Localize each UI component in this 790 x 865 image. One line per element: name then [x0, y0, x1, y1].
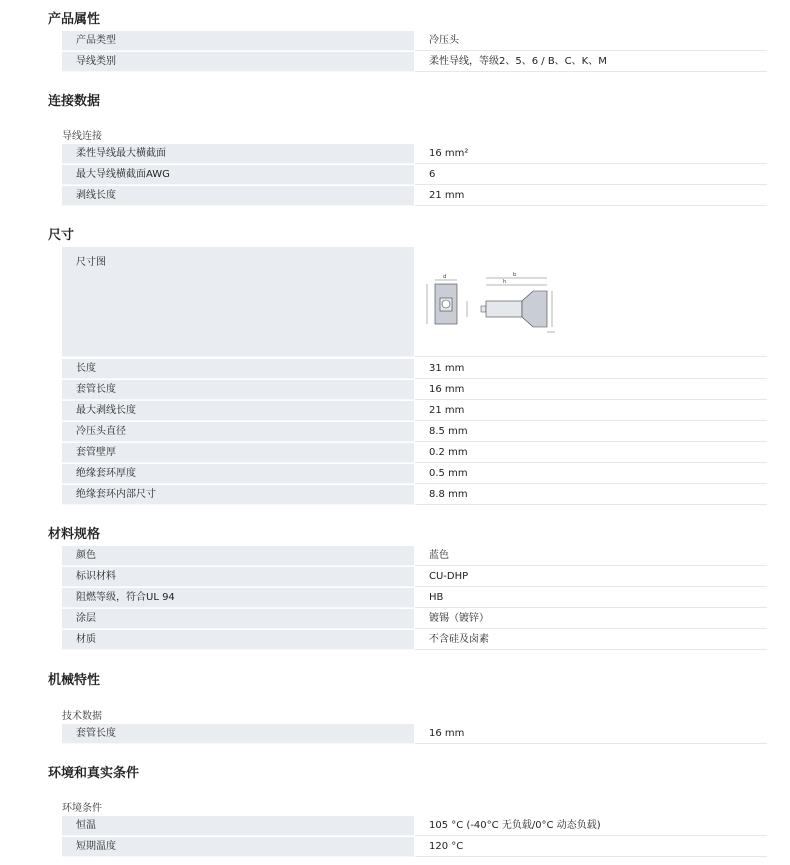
section-title-environment: 环境和真实条件 — [48, 766, 140, 781]
table-row — [62, 546, 767, 567]
row-value: 120 °C — [415, 837, 767, 857]
table-row — [62, 609, 767, 630]
row-value: 8.8 mm — [415, 485, 767, 505]
table-row — [62, 359, 767, 380]
row-label: 颜色 — [62, 546, 414, 566]
dim-letter-d: d — [443, 274, 447, 280]
table-row — [62, 144, 767, 165]
dim-letter-h: h — [503, 279, 507, 285]
row-value: 105 °C (-40°C 无负载/0°C 动态负载) — [415, 816, 767, 836]
row-label: 产品类型 — [62, 31, 414, 51]
row-label: 剥线长度 — [62, 186, 414, 206]
table-row — [62, 380, 767, 401]
row-value: 21 mm — [415, 401, 767, 421]
row-value: 31 mm — [415, 359, 767, 379]
row-label: 套管壁厚 — [62, 443, 414, 463]
table-row — [62, 724, 767, 745]
table-row — [62, 567, 767, 588]
table-row — [62, 816, 767, 837]
section-title-mechanical: 机械特性 — [48, 673, 101, 688]
table-row — [62, 485, 767, 506]
row-label: 柔性导线最大横截面 — [62, 144, 414, 164]
row-label: 绝缘套环厚度 — [62, 464, 414, 484]
row-label: 最大导线横截面AWG — [62, 165, 414, 185]
subhead-connection: 导线连接 — [62, 131, 102, 142]
row-label: 导线类别 — [62, 52, 414, 72]
row-value: 21 mm — [415, 186, 767, 206]
row-label: 绝缘套环内部尺寸 — [62, 485, 414, 505]
table-row — [62, 422, 767, 443]
row-label: 涂层 — [62, 609, 414, 629]
row-value: 16 mm — [415, 724, 767, 744]
dimension-drawing — [415, 247, 767, 357]
row-value: 冷压头 — [415, 31, 767, 51]
row-label: 尺寸图 — [62, 247, 414, 357]
row-value: 蓝色 — [415, 546, 767, 566]
table-row — [62, 52, 767, 73]
row-value: 6 — [415, 165, 767, 185]
row-label: 最大剥线长度 — [62, 401, 414, 421]
row-label: 套管长度 — [62, 380, 414, 400]
table-row — [62, 401, 767, 422]
table-row — [62, 186, 767, 207]
section-title-dimensions: 尺寸 — [48, 228, 75, 243]
table-row — [62, 443, 767, 464]
section-title-material: 材料规格 — [48, 527, 101, 542]
row-value: 柔性导线，等级2、5、6 / B、C、K、M — [415, 52, 767, 72]
table-row — [62, 837, 767, 858]
subhead-environment: 环境条件 — [62, 803, 102, 814]
row-value: 不含硅及卤素 — [415, 630, 767, 650]
dimension-drawing-cell — [415, 247, 767, 357]
row-value: 0.5 mm — [415, 464, 767, 484]
row-label: 短期温度 — [62, 837, 414, 857]
row-value: 16 mm² — [415, 144, 767, 164]
row-label: 套管长度 — [62, 724, 414, 744]
row-value: 16 mm — [415, 380, 767, 400]
table-row — [62, 464, 767, 485]
table-row — [62, 31, 767, 52]
table-row — [62, 630, 767, 651]
dim-letter-b: b — [513, 272, 517, 278]
row-label: 材质 — [62, 630, 414, 650]
table-row-drawing — [62, 247, 767, 358]
row-label: 恒温 — [62, 816, 414, 836]
row-value: CU-DHP — [415, 567, 767, 587]
row-value: 镀锡（镀锌） — [415, 609, 767, 629]
table-row — [62, 588, 767, 609]
row-label: 冷压头直径 — [62, 422, 414, 442]
row-label: 标识材料 — [62, 567, 414, 587]
row-value: 0.2 mm — [415, 443, 767, 463]
row-label: 阻燃等级，符合UL 94 — [62, 588, 414, 608]
section-title-product: 产品属性 — [48, 12, 101, 27]
row-value: HB — [415, 588, 767, 608]
subhead-mechanical: 技术数据 — [62, 711, 102, 722]
section-title-connection: 连接数据 — [48, 94, 101, 109]
row-value: 8.5 mm — [415, 422, 767, 442]
row-label: 长度 — [62, 359, 414, 379]
table-row — [62, 165, 767, 186]
